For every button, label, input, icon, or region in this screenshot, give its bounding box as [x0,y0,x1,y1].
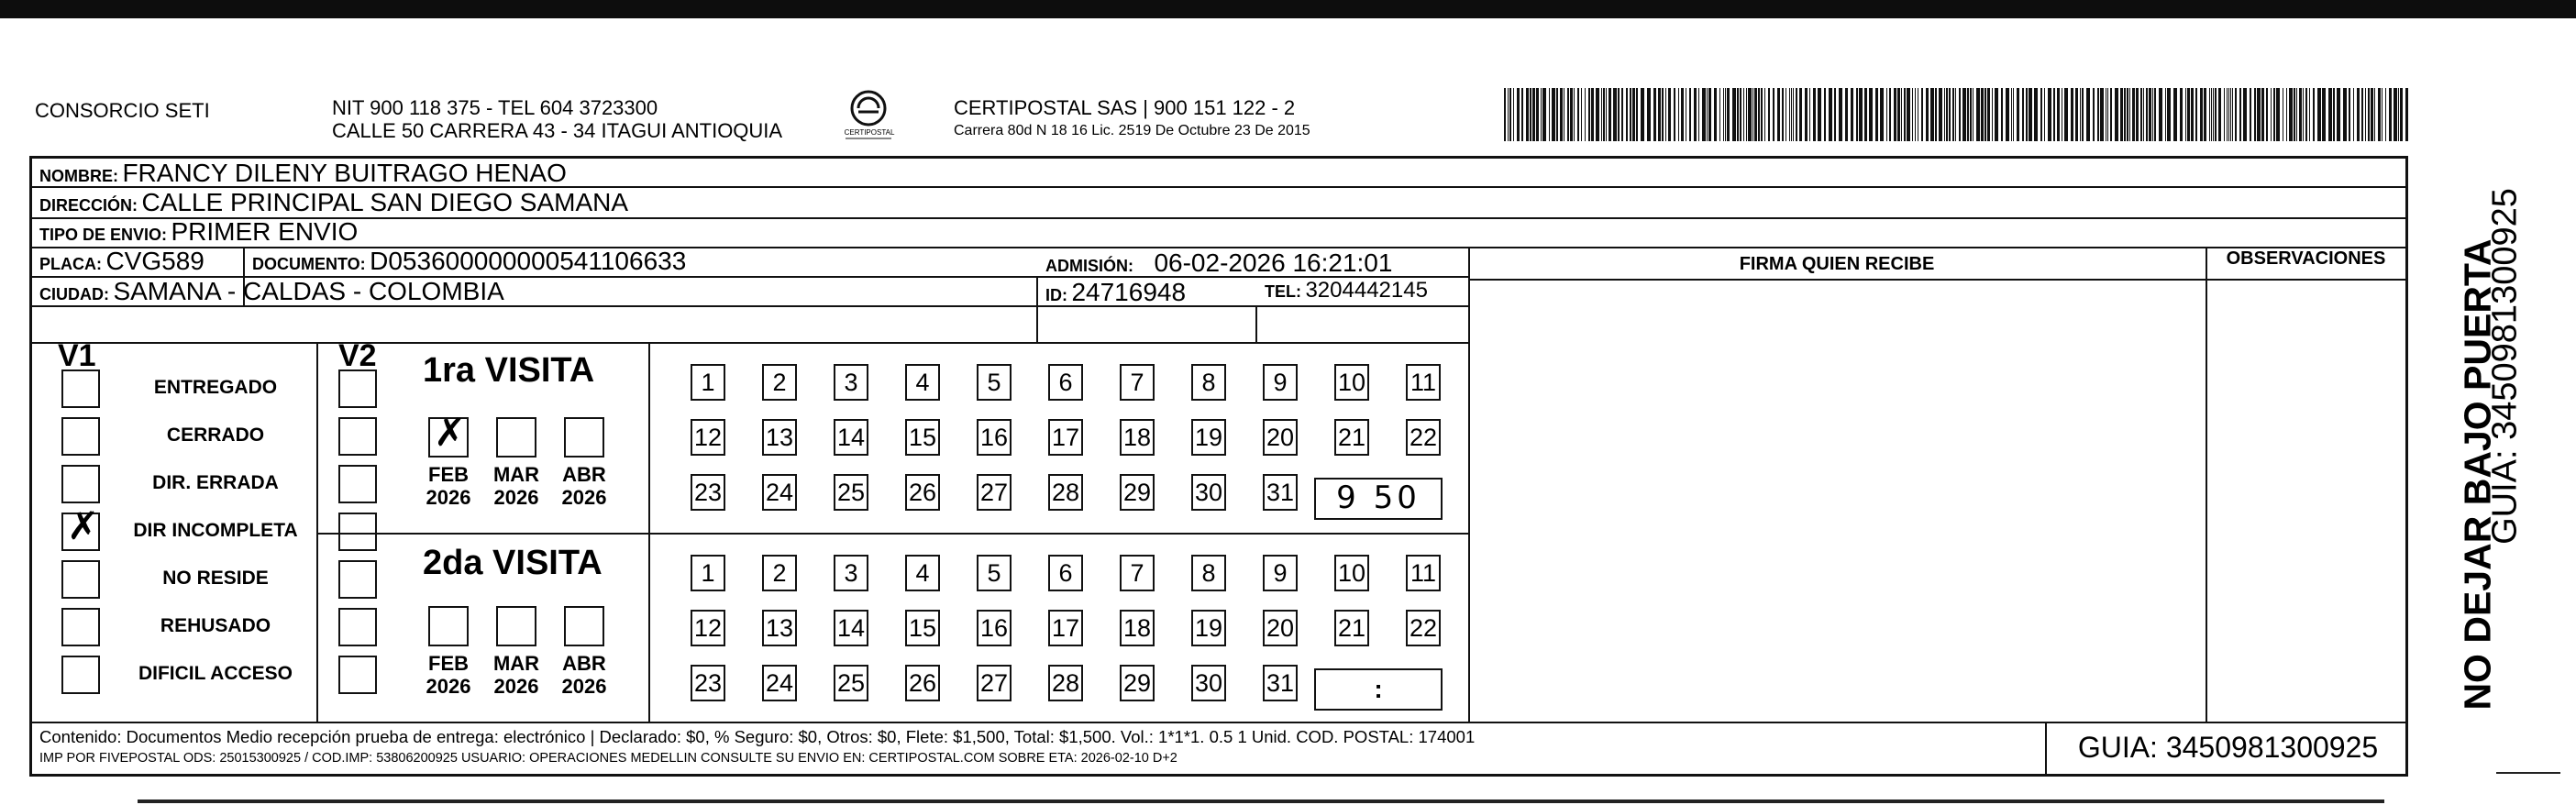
tel-field [1265,278,1428,303]
day-box[interactable]: 15 [905,610,940,646]
certipostal-logo [836,88,901,143]
day-box[interactable]: 23 [691,474,725,511]
nit-tel: NIT 900 118 375 - TEL 604 3723300 [332,96,658,119]
second-visit-title: 2da VISITA [423,544,603,582]
day-box[interactable]: 16 [977,610,1012,646]
day-box[interactable]: 19 [1191,610,1226,646]
documento-field [252,247,686,276]
month-name: MAR [492,652,540,675]
month-checkbox[interactable] [496,606,536,646]
v1-checkbox[interactable] [61,417,100,456]
check-mark-icon: ✗ [67,503,100,548]
month-label [557,463,612,509]
day-box[interactable]: 24 [762,665,797,701]
day-box[interactable]: 1 [691,364,725,401]
month-checkbox[interactable] [564,606,604,646]
day-box[interactable]: 6 [1048,555,1083,591]
month-name: FEB [428,652,469,675]
day-box[interactable]: 12 [691,610,725,646]
v2-checkbox[interactable] [338,465,377,503]
day-box[interactable]: 9 [1263,555,1298,591]
side-guia-text: GUIA: 3450981300925 [2485,188,2525,545]
month-name: ABR [562,652,606,675]
day-box[interactable]: 27 [977,474,1012,511]
v2-checkbox[interactable] [338,513,377,551]
status-label: CERRADO [166,425,265,446]
ciudad-value: SAMANA - CALDAS - COLOMBIA [113,277,504,305]
day-box[interactable]: 1 [691,555,725,591]
day-box[interactable]: 19 [1191,419,1226,456]
day-box[interactable]: 8 [1191,364,1226,401]
day-box[interactable]: 7 [1120,364,1155,401]
day-box[interactable]: 22 [1406,610,1441,646]
day-box[interactable]: 14 [834,419,868,456]
observaciones-header: OBSERVACIONES [2226,248,2386,269]
day-box[interactable]: 5 [977,364,1012,401]
day-box[interactable]: 29 [1120,474,1155,511]
id-field [1045,278,1186,307]
day-box[interactable]: 2 [762,364,797,401]
tipo-envio-row [39,217,358,247]
v1-checkbox[interactable] [61,465,100,503]
month-checkbox[interactable] [564,417,604,458]
day-box[interactable]: 30 [1191,474,1226,511]
ciudad-label: CIUDAD: [39,285,109,303]
day-box[interactable]: 20 [1263,419,1298,456]
v2-checkbox[interactable] [338,417,377,456]
day-box[interactable]: 13 [762,610,797,646]
status-label: NO RESIDE [162,568,269,589]
second-visit-time[interactable]: : [1314,668,1443,711]
month-label [557,652,612,698]
nombre-row [39,159,567,188]
tipo-envio-label: TIPO DE ENVIO: [39,226,168,244]
day-box[interactable]: 25 [834,665,868,701]
direccion-label: DIRECCIÓN: [39,196,138,215]
id-label: ID: [1045,286,1067,304]
v2-checkbox[interactable] [338,656,377,694]
day-box[interactable]: 11 [1406,555,1441,591]
status-label: DIR INCOMPLETA [133,520,298,541]
month-checkbox[interactable] [428,606,469,646]
day-box[interactable]: 28 [1048,474,1083,511]
month-year: 2026 [561,486,607,509]
day-box[interactable]: 25 [834,474,868,511]
day-box[interactable]: 28 [1048,665,1083,701]
month-year: 2026 [493,675,539,698]
month-label [421,652,476,698]
tel-label: TEL: [1265,282,1301,301]
day-box[interactable]: 13 [762,419,797,456]
direccion-value: CALLE PRINCIPAL SAN DIEGO SAMANA [141,188,629,216]
month-year: 2026 [426,675,471,698]
day-box[interactable]: 2 [762,555,797,591]
day-box[interactable]: 24 [762,474,797,511]
admision-value: 06-02-2026 16:21:01 [1154,248,1393,277]
day-box[interactable]: 16 [977,419,1012,456]
month-checkbox[interactable] [428,410,469,458]
logo-text: CERTIPOSTAL [844,128,895,137]
v1-checkbox[interactable] [61,503,100,551]
day-box[interactable]: 27 [977,665,1012,701]
day-box[interactable]: 6 [1048,364,1083,401]
day-box[interactable]: 12 [691,419,725,456]
observations-area[interactable] [2207,281,2405,720]
tipo-envio-value: PRIMER ENVIO [171,217,359,246]
v2-checkbox[interactable] [338,560,377,599]
day-box[interactable]: 20 [1263,610,1298,646]
day-box[interactable]: 26 [905,474,940,511]
v2-checkbox[interactable] [338,608,377,646]
side-dash [2496,772,2560,774]
month-year: 2026 [561,675,607,698]
certipostal-nit: CERTIPOSTAL SAS | 900 151 122 - 2 [954,96,1296,119]
month-label [489,652,544,698]
month-label [489,463,544,509]
company-name: CONSORCIO SETI [35,99,210,122]
day-box[interactable]: 3 [834,364,868,401]
id-value: 24716948 [1071,278,1187,306]
barcode [1504,88,2421,143]
first-visit-title: 1ra VISITA [423,351,595,390]
day-box[interactable]: 18 [1120,610,1155,646]
day-box[interactable]: 23 [691,665,725,701]
contenido-text: Contenido: Documentos Medio recepción prueba de entrega: electrónico | Declarado: $0, % Seguro: $0, Otros: $0, Flete: $1,500, Total: $1,500. Vol.: 1*1*1. 0.5 1 Unid. COD. POSTAL: 174001 [39,727,1476,746]
admision-field [1045,248,1392,278]
day-box[interactable]: 15 [905,419,940,456]
company-address: CALLE 50 CARRERA 43 - 34 ITAGUI ANTIOQUIA [332,119,783,142]
day-box[interactable]: 30 [1191,665,1226,701]
v2-checkbox[interactable] [338,369,377,408]
placa-label: PLACA: [39,255,102,273]
day-box[interactable]: 8 [1191,555,1226,591]
day-box[interactable]: 18 [1120,419,1155,456]
documento-value: D053600000000541106633 [370,247,687,275]
v2-label: V2 [338,338,377,373]
day-box[interactable]: 9 [1263,364,1298,401]
day-box[interactable]: 7 [1120,555,1155,591]
imp-text: IMP POR FIVEPOSTAL ODS: 25015300925 / COD.IMP: 53806200925 USUARIO: OPERACIONES MEDELLIN CONSULTE SU ENVIO EN: CERTIPOSTAL.COM SOBRE ETA: 2026-02-10 D+2 [39,751,1177,766]
month-name: ABR [562,463,606,486]
month-name: MAR [492,463,540,486]
direccion-row [39,188,628,217]
v1-label: V1 [58,338,96,373]
day-box[interactable]: 31 [1263,474,1298,511]
status-label: DIFICIL ACCESO [138,663,293,684]
day-box[interactable]: 11 [1406,364,1441,401]
day-box[interactable]: 22 [1406,419,1441,456]
v1-checkbox[interactable] [61,369,100,408]
signature-area[interactable] [1470,281,2204,720]
footer-guia: GUIA: 3450981300925 [2077,731,2379,764]
certipostal-license: Carrera 80d N 18 16 Lic. 2519 De Octubre 23 De 2015 [954,123,1310,138]
day-box[interactable]: 31 [1263,665,1298,701]
day-box[interactable]: 3 [834,555,868,591]
nombre-label: NOMBRE: [39,167,118,185]
month-name: FEB [428,463,469,486]
day-box[interactable]: 10 [1334,364,1369,401]
ciudad-row [39,277,504,306]
v1-checkbox[interactable] [61,560,100,599]
bottom-border [138,799,2384,803]
day-box[interactable]: 26 [905,665,940,701]
placa-value: CVG589 [105,247,205,275]
status-label: ENTREGADO [153,377,278,398]
placa-field [39,247,205,276]
day-box[interactable]: 29 [1120,665,1155,701]
day-box[interactable]: 21 [1334,610,1369,646]
day-box[interactable]: 21 [1334,419,1369,456]
top-black-border [0,0,2576,18]
day-box[interactable]: 17 [1048,610,1083,646]
no-dejar-text: NO DEJAR BAJO PUERTA [2456,238,2499,711]
day-box[interactable]: 5 [977,555,1012,591]
month-year: 2026 [493,486,539,509]
day-box[interactable]: 4 [905,555,940,591]
v1-checkbox[interactable] [61,656,100,694]
side-vertical-text [2414,188,2560,724]
status-label: DIR. ERRADA [152,472,279,493]
status-label: REHUSADO [160,615,271,636]
month-checkbox[interactable] [496,417,536,458]
day-box[interactable]: 10 [1334,555,1369,591]
nombre-value: FRANCY DILENY BUITRAGO HENAO [122,159,567,187]
tel-value: 3204442145 [1305,278,1428,303]
v1-checkbox[interactable] [61,608,100,646]
firma-header: FIRMA QUIEN RECIBE [1739,254,1935,274]
day-box[interactable]: 17 [1048,419,1083,456]
documento-label: DOCUMENTO: [252,255,366,273]
check-mark-icon: ✗ [434,410,467,455]
shipment-form [29,156,2408,777]
first-visit-time[interactable]: 9 50 [1314,478,1443,520]
month-label [421,463,476,509]
day-box[interactable]: 14 [834,610,868,646]
month-year: 2026 [426,486,471,509]
day-box[interactable]: 4 [905,364,940,401]
admision-label: ADMISIÓN: [1045,257,1133,275]
